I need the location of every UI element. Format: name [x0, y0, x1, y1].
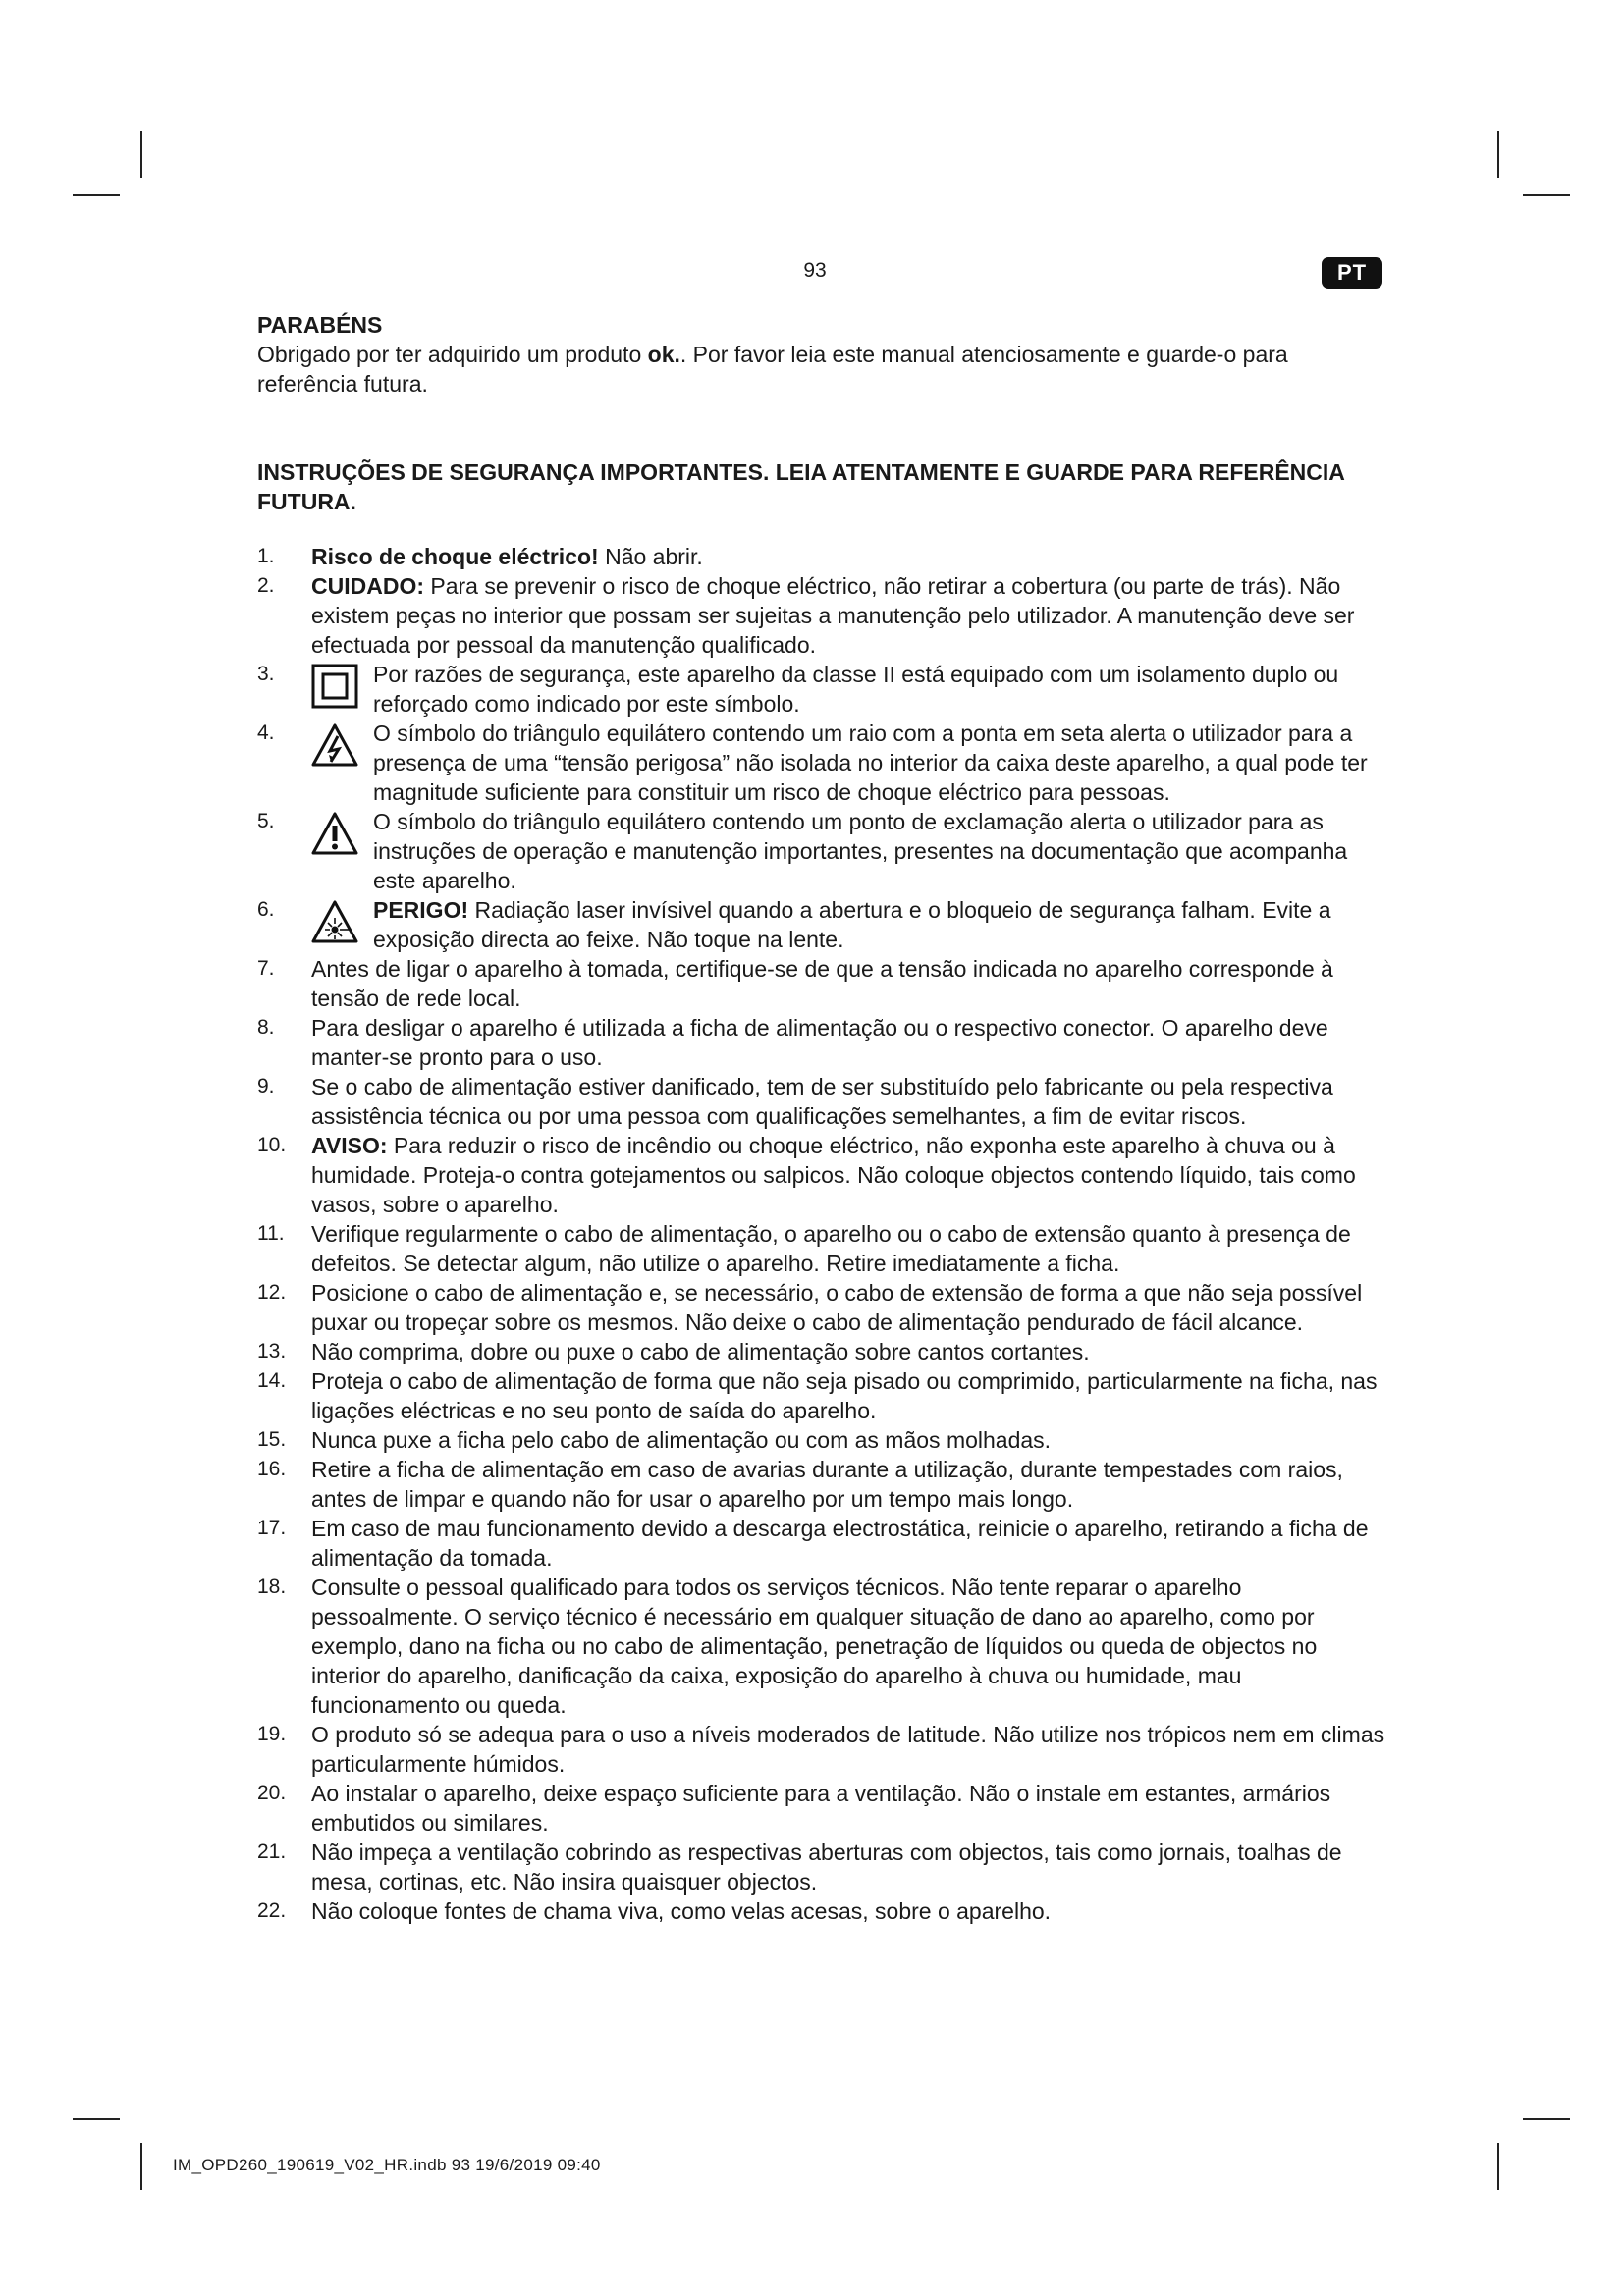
- safety-item: [257, 1720, 1386, 1779]
- safety-item: [257, 719, 1386, 807]
- safety-item: [257, 954, 1386, 1013]
- safety-item: [257, 1573, 1386, 1720]
- safety-item: [257, 1013, 1386, 1072]
- safety-item-text: O produto só se adequa para o uso a níveis moderados de latitude. Não utilize nos trópicos nem em climas particularmente húmidos.: [311, 1722, 1385, 1777]
- exclamation-triangle-icon: [311, 811, 358, 856]
- brand-name: ok.: [647, 342, 680, 367]
- page-content: [257, 310, 1386, 1926]
- safety-item: [257, 1278, 1386, 1337]
- safety-item-text: Em caso de mau funcionamento devido a descarga electrostática, reinicie o aparelho, retirando a ficha de alimentação da tomada.: [311, 1516, 1369, 1571]
- safety-item-text: Nunca puxe a ficha pelo cabo de alimentação ou com as mãos molhadas.: [311, 1427, 1052, 1453]
- safety-item: [257, 1514, 1386, 1573]
- congrats-text: [257, 340, 1386, 399]
- safety-item-text: Proteja o cabo de alimentação de forma que não seja pisado ou comprimido, particularmente na ficha, nas ligações eléctricas e no seu ponto de saída do aparelho.: [311, 1368, 1378, 1423]
- congrats-text-after: . Por favor leia este manual atenciosamente e guarde-o para referência futura.: [257, 342, 1288, 397]
- safety-item-number: 15.: [257, 1428, 287, 1451]
- safety-item: [257, 1838, 1386, 1896]
- safety-item-text: Verifique regularmente o cabo de alimentação, o aparelho ou o cabo de extensão quanto à presença de defeitos. Se detectar algum, não utilize o aparelho. Retire imediatamente a ficha.: [311, 1221, 1351, 1276]
- safety-item: [257, 542, 1386, 571]
- safety-item-number: 22.: [257, 1899, 287, 1922]
- safety-item-number: 5.: [257, 810, 275, 832]
- safety-item-text: Para reduzir o risco de incêndio ou choque eléctrico, não exponha este aparelho à chuva ou à humidade. Proteja-o contra gotejamentos ou salpicos. Não coloque objectos contendo líquido, tais como vasos, sobre o aparelho.: [311, 1133, 1356, 1217]
- print-info: IM_OPD260_190619_V02_HR.indb 93 19/6/2019 09:40: [173, 2156, 601, 2174]
- safety-item: [257, 1779, 1386, 1838]
- crop-mark: [140, 2143, 142, 2190]
- safety-item: [257, 1337, 1386, 1366]
- safety-item-number: 8.: [257, 1016, 275, 1039]
- laser-triangle-icon: [311, 899, 358, 944]
- safety-item-text: Ao instalar o aparelho, deixe espaço suficiente para a ventilação. Não o instale em estantes, armários embutidos ou similares.: [311, 1781, 1331, 1836]
- safety-item-number: 1.: [257, 545, 275, 567]
- safety-heading: INSTRUÇÕES DE SEGURANÇA IMPORTANTES. LEIA ATENTAMENTE E GUARDE PARA REFERÊNCIA FUTURA.: [257, 459, 1345, 514]
- safety-item-label: Risco de choque eléctrico!: [311, 544, 599, 569]
- safety-item-text: Consulte o pessoal qualificado para todos os serviços técnicos. Não tente reparar o aparelho pessoalmente. O serviço técnico é necessário em qualquer situação de dano ao aparelho, como por exemplo, dano na ficha ou no cabo de alimentação, penetração de líquidos ou queda de objectos no interior do aparelho, danificação da caixa, exposição do aparelho à chuva ou humidade, mau funcionamento ou queda.: [311, 1575, 1318, 1718]
- safety-item-text: Não impeça a ventilação cobrindo as respectivas aberturas com objectos, tais como jornais, toalhas de mesa, cortinas, etc. Não insira quaisquer objectos.: [311, 1840, 1342, 1895]
- crop-mark: [1523, 2118, 1570, 2120]
- safety-item-text: Não abrir.: [598, 544, 703, 569]
- safety-item: [257, 1366, 1386, 1425]
- safety-item: [257, 571, 1386, 660]
- congrats-title: PARABÉNS: [257, 312, 383, 338]
- safety-item-label: PERIGO!: [373, 897, 469, 923]
- safety-item-text: Posicione o cabo de alimentação e, se necessário, o cabo de extensão de forma a que não seja possível puxar ou tropeçar sobre os mesmos. Não deixe o cabo de alimentação pendurado de fácil alcance.: [311, 1280, 1363, 1335]
- safety-item: [257, 1425, 1386, 1455]
- safety-item-number: 21.: [257, 1841, 287, 1863]
- safety-item-text: Para desligar o aparelho é utilizada a ficha de alimentação ou o respectivo conector. O aparelho deve manter-se pronto para o uso.: [311, 1015, 1328, 1070]
- crop-mark: [140, 131, 142, 178]
- double-insulation-icon: [311, 664, 358, 709]
- safety-item: [257, 1131, 1386, 1219]
- safety-item-text: O símbolo do triângulo equilátero contendo um raio com a ponta em seta alerta o utilizador para a presença de uma “tensão perigosa” não isolada no interior da caixa deste aparelho, a qual pode ter magnitude suficiente para constituir um risco de choque eléctrico para pessoas.: [373, 721, 1368, 805]
- safety-item: [257, 660, 1386, 719]
- safety-item-number: 9.: [257, 1075, 275, 1097]
- safety-item: [257, 1072, 1386, 1131]
- safety-item: [257, 1219, 1386, 1278]
- safety-item-text: Por razões de segurança, este aparelho da classe II está equipado com um isolamento duplo ou reforçado como indicado por este símbolo.: [373, 662, 1339, 717]
- safety-item-number: 18.: [257, 1575, 287, 1598]
- safety-item-number: 4.: [257, 721, 275, 744]
- safety-item-label: CUIDADO:: [311, 573, 424, 599]
- safety-item-number: 6.: [257, 898, 275, 921]
- safety-item-number: 19.: [257, 1723, 287, 1745]
- safety-item: [257, 1896, 1386, 1926]
- safety-item: [257, 807, 1386, 895]
- safety-item-number: 13.: [257, 1340, 287, 1362]
- safety-item-text: Se o cabo de alimentação estiver danificado, tem de ser substituído pelo fabricante ou pela respectiva assistência técnica ou por uma pessoa com qualificações semelhantes, a fim de evitar riscos.: [311, 1074, 1333, 1129]
- safety-item-number: 10.: [257, 1134, 287, 1156]
- safety-item-text: Retire a ficha de alimentação em caso de avarias durante a utilização, durante tempestades com raios, antes de limpar e quando não for usar o aparelho por um tempo mais longo.: [311, 1457, 1343, 1512]
- crop-mark: [1497, 2143, 1499, 2190]
- safety-item-text: Radiação laser invísivel quando a abertura e o bloqueio de segurança falham. Evite a exposição directa ao feixe. Não toque na lente.: [373, 897, 1331, 952]
- safety-item-text: Antes de ligar o aparelho à tomada, certifique-se de que a tensão indicada no aparelho corresponde à tensão de rede local.: [311, 956, 1333, 1011]
- safety-item-number: 12.: [257, 1281, 287, 1304]
- safety-item-number: 17.: [257, 1517, 287, 1539]
- crop-mark: [73, 2118, 120, 2120]
- safety-item-text: Para se prevenir o risco de choque eléctrico, não retirar a cobertura (ou parte de trás). Não existem peças no interior que possam ser sujeitas a manutenção pelo utilizador. A manutenção deve ser efectuada por pessoal da manutenção qualificado.: [311, 573, 1355, 658]
- safety-list: [257, 542, 1386, 1926]
- congrats-text-before: Obrigado por ter adquirido um produto: [257, 342, 648, 367]
- language-badge: PT: [1322, 257, 1382, 289]
- lightning-triangle-icon: [311, 722, 358, 768]
- safety-item-text: Não coloque fontes de chama viva, como velas acesas, sobre o aparelho.: [311, 1898, 1052, 1924]
- safety-item: [257, 1455, 1386, 1514]
- safety-item-text: O símbolo do triângulo equilátero contendo um ponto de exclamação alerta o utilizador para as instruções de operação e manutenção importantes, presentes na documentação que acompanha este aparelho.: [373, 809, 1348, 893]
- crop-mark: [73, 194, 120, 196]
- safety-item-number: 14.: [257, 1369, 287, 1392]
- safety-item-number: 11.: [257, 1222, 285, 1245]
- safety-item: [257, 895, 1386, 954]
- safety-item-number: 2.: [257, 574, 275, 597]
- page-number: 93: [803, 259, 827, 282]
- crop-mark: [1497, 131, 1499, 178]
- safety-item-number: 20.: [257, 1782, 287, 1804]
- safety-item-label: AVISO:: [311, 1133, 388, 1158]
- safety-item-number: 7.: [257, 957, 275, 980]
- safety-item-number: 16.: [257, 1458, 287, 1480]
- safety-item-number: 3.: [257, 663, 275, 685]
- crop-mark: [1523, 194, 1570, 196]
- safety-item-text: Não comprima, dobre ou puxe o cabo de alimentação sobre cantos cortantes.: [311, 1339, 1090, 1364]
